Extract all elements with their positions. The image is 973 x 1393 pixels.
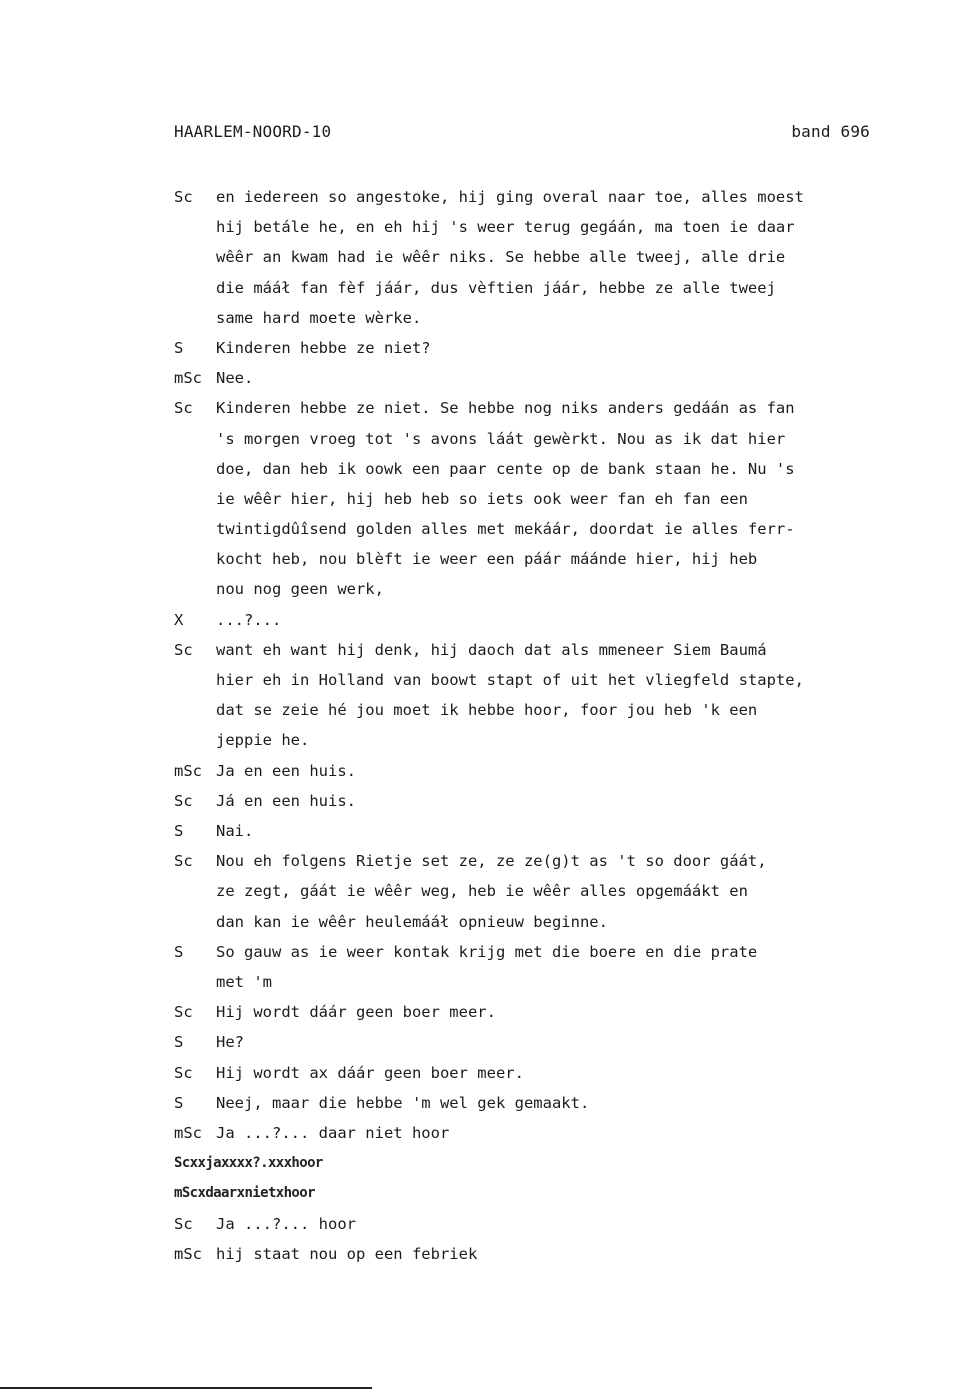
utterance-line: hier eh in Holland van boowt stapt of uit het vliegfeld stapte,	[216, 671, 804, 690]
speaker-label: Sc	[174, 640, 193, 659]
speaker-label: S	[174, 1093, 184, 1112]
transcript-entry	[174, 1239, 894, 1269]
speaker-label: Sc	[174, 791, 193, 810]
utterance-line: Nee.	[216, 369, 254, 388]
struck-through-line: mScxdaarxnietxhoor	[174, 1185, 315, 1202]
speaker-label: S	[174, 822, 184, 841]
transcript-entry	[174, 1209, 894, 1239]
speaker-label: Sc	[174, 1063, 193, 1082]
utterance	[216, 1209, 894, 1239]
transcript-entry	[174, 605, 894, 635]
utterance-line: jeppie he.	[216, 731, 310, 750]
utterance-line: nou nog geen werk,	[216, 580, 384, 599]
transcript-entry	[174, 997, 894, 1027]
utterance-line: kocht heb, nou blèft ie weer een páár máánde hier, hij heb	[216, 550, 758, 569]
utterance-line: en iedereen so angestoke, hij ging overal naar toe, alles moest	[216, 188, 804, 206]
transcript-entry	[174, 786, 894, 816]
utterance-line: ze zegt, gáát ie wêêr weg, heb ie wêêr alles opgemáákt en	[216, 882, 748, 901]
speaker-label: mSc	[174, 761, 202, 780]
utterance	[216, 786, 894, 816]
utterance	[216, 363, 894, 393]
transcript	[174, 182, 894, 1269]
utterance-line: Já en een huis.	[216, 791, 356, 810]
speaker-label: S	[174, 942, 184, 961]
utterance	[216, 1118, 894, 1148]
footer-rule	[0, 1387, 372, 1389]
speaker-label: X	[174, 610, 184, 629]
transcript-entry	[174, 846, 894, 937]
struck-through-line: Scxxjaxxxx?.xxxhoor	[174, 1155, 323, 1172]
speaker-label: mSc	[174, 1244, 202, 1263]
utterance	[216, 635, 894, 756]
utterance-line: He?	[216, 1033, 244, 1052]
transcript-entry	[174, 393, 894, 604]
utterance-line: same hard moete wèrke.	[216, 308, 422, 327]
utterance-line: ie wêêr hier, hij heb heb so iets ook weer fan eh fan een	[216, 489, 748, 508]
utterance	[216, 1027, 894, 1057]
transcript-entry	[174, 363, 894, 393]
utterance	[216, 816, 894, 846]
utterance-line: Ja ...?... daar niet hoor	[216, 1123, 450, 1142]
header-location: HAARLEM-NOORD-10	[174, 122, 332, 141]
transcript-entry	[174, 1118, 894, 1148]
utterance-line: dan kan ie wêêr heulemááł opnieuw beginne.	[216, 912, 608, 931]
utterance-line: Hij wordt ax dáár geen boer meer.	[216, 1063, 524, 1082]
speaker-label: Sc	[174, 1214, 193, 1233]
utterance-line: hij staat nou op een febriek	[216, 1244, 478, 1263]
transcript-entry	[174, 937, 894, 997]
transcript-entry	[174, 1088, 894, 1118]
utterance	[216, 393, 894, 604]
utterance-line: Nou eh folgens Rietje set ze, ze ze(g)t as 't so door gáát,	[216, 852, 767, 871]
speaker-label: mSc	[174, 369, 202, 388]
utterance	[216, 846, 894, 937]
speaker-label: S	[174, 338, 184, 357]
utterance-line: die mááł fan fèf jáár, dus vèftien jáár, hebbe ze alle tweej	[216, 278, 776, 297]
transcript-entry	[174, 635, 894, 756]
utterance-line: ...?...	[216, 610, 282, 629]
utterance	[216, 182, 894, 333]
utterance-line: Ja ...?... hoor	[216, 1214, 356, 1233]
header-tape-number: band 696	[791, 122, 870, 141]
speaker-label: Sc	[174, 399, 193, 418]
transcript-entry	[174, 756, 894, 786]
utterance-line: twintigdûîsend golden alles met mekáár, doordat ie alles ferr-	[216, 520, 795, 539]
utterance-line: wêêr an kwam had ie wêêr niks. Se hebbe alle tweej, alle drie	[216, 248, 786, 267]
utterance	[216, 937, 894, 997]
utterance	[216, 1058, 894, 1088]
speaker-label: Sc	[174, 852, 193, 871]
utterance-line: Neej, maar die hebbe 'm wel gek gemaakt.	[216, 1093, 590, 1112]
utterance-line: Nai.	[216, 822, 254, 841]
utterance	[216, 756, 894, 786]
speaker-label: Sc	[174, 188, 193, 206]
utterance	[216, 997, 894, 1027]
utterance-line: Kinderen hebbe ze niet. Se hebbe nog niks anders gedáán as fan	[216, 399, 795, 418]
speaker-label: mSc	[174, 1123, 202, 1142]
utterance-line: met 'm	[216, 972, 272, 991]
utterance	[216, 333, 894, 363]
transcript-entry	[174, 1027, 894, 1057]
transcript-entry	[174, 333, 894, 363]
speaker-label: Sc	[174, 1003, 193, 1022]
utterance	[216, 1088, 894, 1118]
transcript-entry	[174, 816, 894, 846]
utterance-line: hij betále he, en eh hij 's weer terug gegáán, ma toen ie daar	[216, 218, 795, 237]
speaker-label: S	[174, 1033, 184, 1052]
utterance-line: Hij wordt dáár geen boer meer.	[216, 1003, 496, 1022]
transcript-entry	[174, 182, 894, 333]
transcript-entry	[174, 1058, 894, 1088]
utterance-line: 's morgen vroeg tot 's avons láát gewèrkt. Nou as ik dat hier	[216, 429, 786, 448]
utterance	[216, 1239, 894, 1269]
utterance	[216, 605, 894, 635]
utterance-line: dat se zeie hé jou moet ik hebbe hoor, foor jou heb 'k een	[216, 701, 758, 720]
utterance-line: want eh want hij denk, hij daoch dat als mmeneer Siem Baumá	[216, 640, 767, 659]
utterance-line: doe, dan heb ik oowk een paar cente op de bank staan he. Nu 's	[216, 459, 795, 478]
utterance-line: So gauw as ie weer kontak krijg met die boere en die prate	[216, 942, 758, 961]
utterance-line: Ja en een huis.	[216, 761, 356, 780]
utterance-line: Kinderen hebbe ze niet?	[216, 338, 431, 357]
